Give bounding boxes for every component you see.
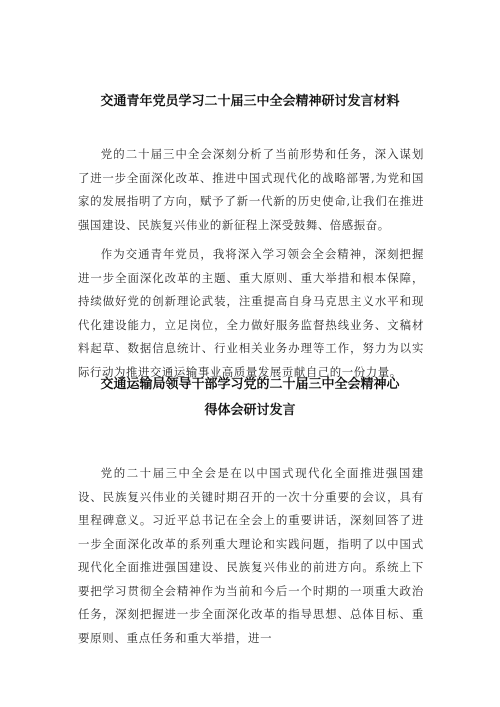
article-body-1 [78, 143, 424, 390]
article-title-2 [60, 372, 440, 424]
article-title-2-line-1: 交通运输局领导干部学习党的二十届三中全会精神心 [100, 377, 400, 392]
article-title-2-line-2: 得体会研讨发言 [204, 403, 296, 418]
body-paragraph: 作为交通青年党员，我将深入学习领会全会精神，深刻把握进一步全面深化改革的主题、重大原则、重大举措和根本保障，持续做好党的创新理论武装，注重提高自身马克思主义水平和现代化建设能力，立足岗位，全力做好服务监督热线业务、文稿材料起草、数据信息统计、行业相关业务办理等工作，努力为以实际行动为推进交通运输事业高质量发展贡献自己的一份力量。 [78, 247, 424, 379]
article-title-1: 交通青年党员学习二十届三中全会精神研讨发言材料 [100, 94, 400, 109]
article-body-2 [78, 462, 424, 656]
body-paragraph: 党的二十届三中全会是在以中国式现代化全面推进强国建设、民族复兴伟业的关键时期召开的一次十分重要的会议，具有里程碑意义。习近平总书记在全会上的重要讲话，深刻回答了进一步全面深化改革的系列重大理论和实践问题，指明了以中国式现代化全面推进强国建设、民族复兴伟业的前进方向。系统上下要把学习贯彻全会精神作为当前和今后一个时期的一项重大政治任务，深刻把握进一步全面深化改革的指导思想、总体目标、重要原则、重点任务和重大举措，进一 [78, 466, 424, 645]
body-paragraph: 党的二十届三中全会深刻分析了当前形势和任务，深入谋划了进一步全面深化改革、推进中国式现代化的战略部署,为党和国家的发展指明了方向，赋予了新一代新的历史使命,让我们在推进强国建设、民族复兴伟业的新征程上深受鼓舞、倍感振奋。 [78, 147, 424, 232]
